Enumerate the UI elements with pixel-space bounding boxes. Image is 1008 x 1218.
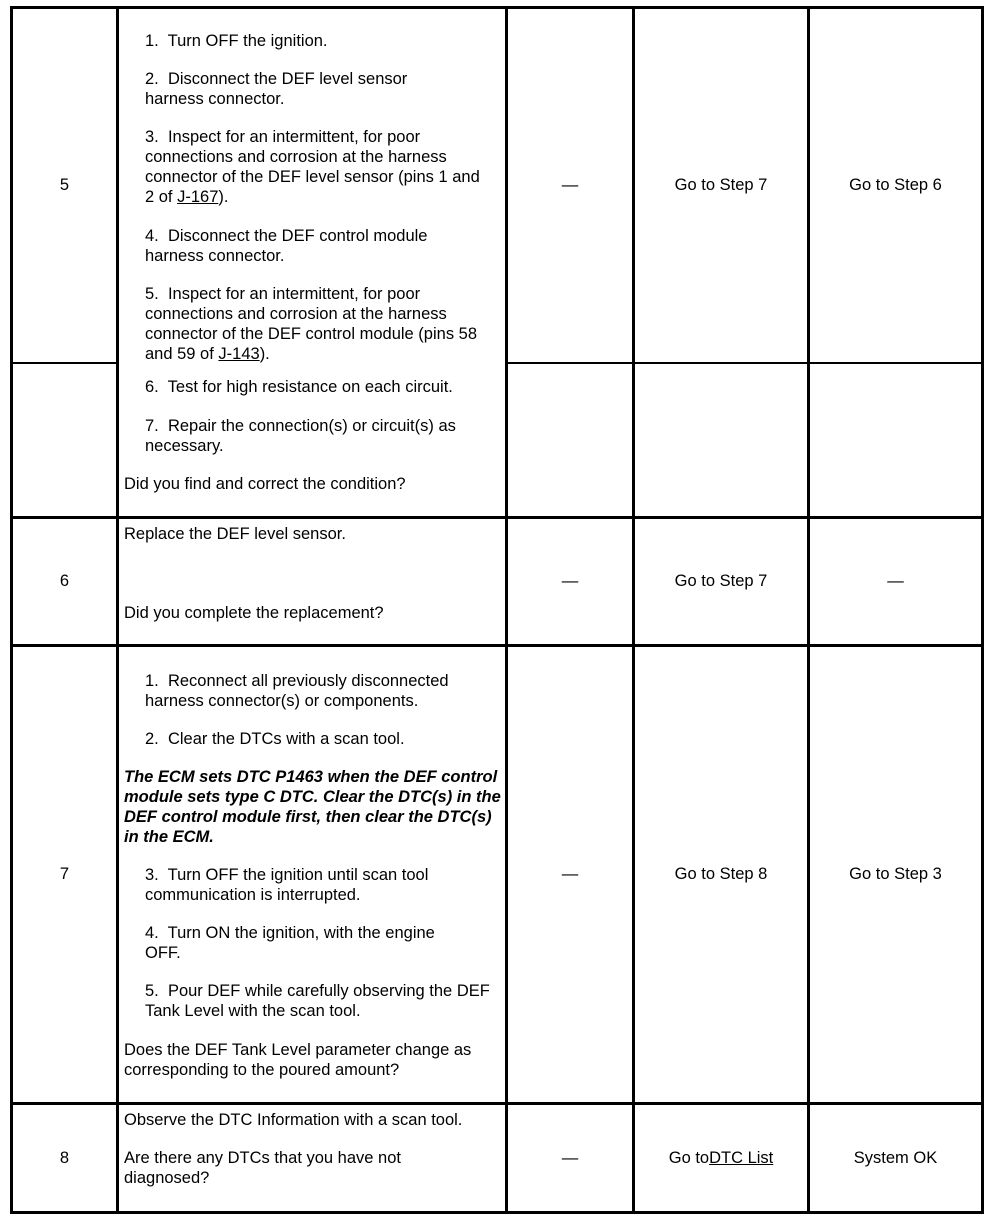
yes-action: Go to Step 7 [674,572,768,590]
instruction-step: 4. Disconnect the DEF control module harness connector. [145,227,428,265]
important-note: The ECM sets DTC P1463 when the DEF control module sets type C DTC. Clear the DTC(s) in the DEF control module first, then clear the DTC(s) in the ECM. [124,768,501,846]
instruction-step: 3. Turn OFF the ignition until scan tool communication is interrupted. [145,866,429,904]
instruction-step: 3. Inspect for an intermittent, for poor connections and corrosion at the harness connector of the DEF level sensor (pins 1 and 2 of J-167). [145,128,480,206]
question-text: Did you complete the replacement? [124,604,384,622]
row-divider [505,362,984,364]
instruction-step: 7. Repair the connection(s) or circuit(s) as necessary. [145,417,456,455]
question-text: Does the DEF Tank Level parameter change as corresponding to the poured amount? [124,1041,472,1079]
instruction-step: 2. Clear the DTCs with a scan tool. [145,730,405,748]
table-border [10,1211,984,1214]
action-text: Replace the DEF level sensor. [124,525,346,543]
no-action: System OK [853,1148,938,1167]
instruction-step: 1. Turn OFF the ignition. [145,32,328,50]
instruction-step: 1. Reconnect all previously disconnected harness connector(s) or components. [145,672,449,710]
no-action: Go to Step 6 [849,176,942,194]
instruction-step: 4. Turn ON the ignition, with the engine OFF. [145,924,435,962]
value-cell: — [561,865,579,883]
connector-link[interactable]: J-167 [177,188,219,206]
row-divider [10,362,118,364]
value-cell: — [561,1148,579,1167]
action-text: Observe the DTC Information with a scan tool. [124,1111,463,1129]
column-divider [116,6,119,1214]
instruction-step: 2. Disconnect the DEF level sensor harness connector. [145,70,408,108]
value-cell: — [561,176,579,194]
dtc-list-link[interactable]: DTC List [709,1148,774,1167]
instruction-step: 5. Pour DEF while carefully observing the DEF Tank Level with the scan tool. [145,982,490,1020]
instruction-step: 5. Inspect for an intermittent, for poor connections and corrosion at the harness connector of the DEF control module (pins 58 and 59 of J-143). [145,285,478,363]
value-cell: — [561,572,579,590]
step-number: 8 [59,1148,70,1167]
instruction-step: 6. Test for high resistance on each circuit. [145,378,453,396]
step-number: 7 [59,865,70,883]
yes-action: Go to Step 8 [674,865,768,883]
connector-link[interactable]: J-143 [218,345,260,363]
step-number: 6 [59,572,70,590]
yes-action: Go to Step 7 [674,176,768,194]
question-text: Did you find and correct the condition? [124,475,406,493]
no-action: Go to Step 3 [849,865,942,883]
table-border [981,6,984,1214]
yes-action: Go to DTC List [668,1148,774,1167]
step-number: 5 [59,176,70,194]
no-action: — [887,572,904,590]
question-text: Are there any DTCs that you have not diagnosed? [124,1149,401,1187]
